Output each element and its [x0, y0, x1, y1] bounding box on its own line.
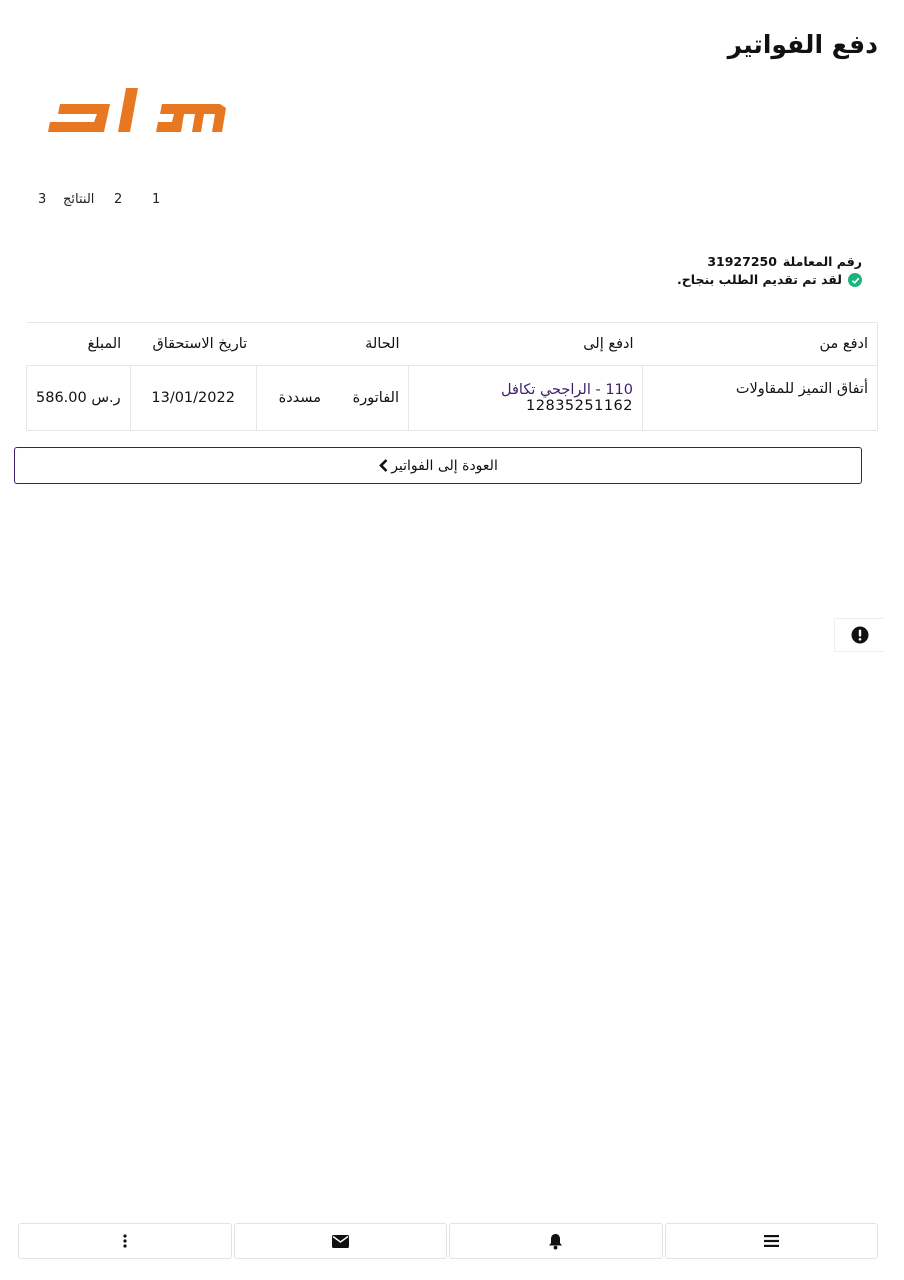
back-to-bills-label: العودة إلى الفواتير	[391, 457, 498, 474]
transaction-number-value: 31927250	[707, 254, 777, 269]
sadad-logo	[44, 84, 230, 140]
header-due-date: تاريخ الاستحقاق	[130, 323, 256, 366]
bottom-nav	[18, 1223, 878, 1259]
progress-steps	[30, 192, 170, 212]
bill-label-cell: الفاتورة	[330, 366, 409, 431]
header-pay-to: ادفع إلى	[409, 323, 643, 366]
alert-button[interactable]	[834, 618, 884, 652]
success-message: لقد تم تقديم الطلب بنجاح.	[677, 272, 842, 287]
step-1-number: 1	[152, 192, 161, 207]
notifications-button[interactable]	[449, 1223, 663, 1259]
table-row	[27, 366, 878, 431]
header-amount: المبلغ	[27, 323, 131, 366]
step-3-number: 3	[38, 192, 47, 207]
amount-value: 586.00 ر.س	[36, 390, 121, 406]
menu-icon	[764, 1235, 779, 1247]
amount-cell	[27, 366, 131, 431]
payee-name: 110 - الراجحي تكافل	[500, 382, 633, 398]
header-status: الحالة	[256, 323, 408, 366]
payee-number: 12835251162	[526, 398, 633, 414]
chevron-left-icon	[378, 459, 389, 472]
transaction-info	[677, 253, 862, 289]
messages-button[interactable]	[234, 1223, 448, 1259]
check-circle-icon	[848, 273, 862, 287]
pay-from-cell: أتفاق التميز للمقاولات	[643, 366, 878, 431]
step-2-number: 2	[114, 192, 123, 207]
header-pay-from: ادفع من	[643, 323, 878, 366]
envelope-icon	[332, 1235, 349, 1248]
back-to-bills-button[interactable]	[14, 447, 862, 484]
transaction-number-label: رقم المعاملة	[782, 254, 862, 269]
more-button[interactable]	[18, 1223, 232, 1259]
bills-table	[26, 322, 878, 431]
bell-icon	[548, 1233, 563, 1250]
pay-to-cell	[409, 366, 643, 431]
step-3-label: النتائج	[63, 192, 95, 207]
status-cell: مسددة	[256, 366, 330, 431]
menu-button[interactable]	[665, 1223, 879, 1259]
exclamation-circle-icon	[851, 626, 869, 644]
due-date-cell: 13/01/2022	[130, 366, 256, 431]
page-title: دفع الفواتير	[727, 30, 878, 59]
more-vertical-icon	[123, 1234, 127, 1248]
